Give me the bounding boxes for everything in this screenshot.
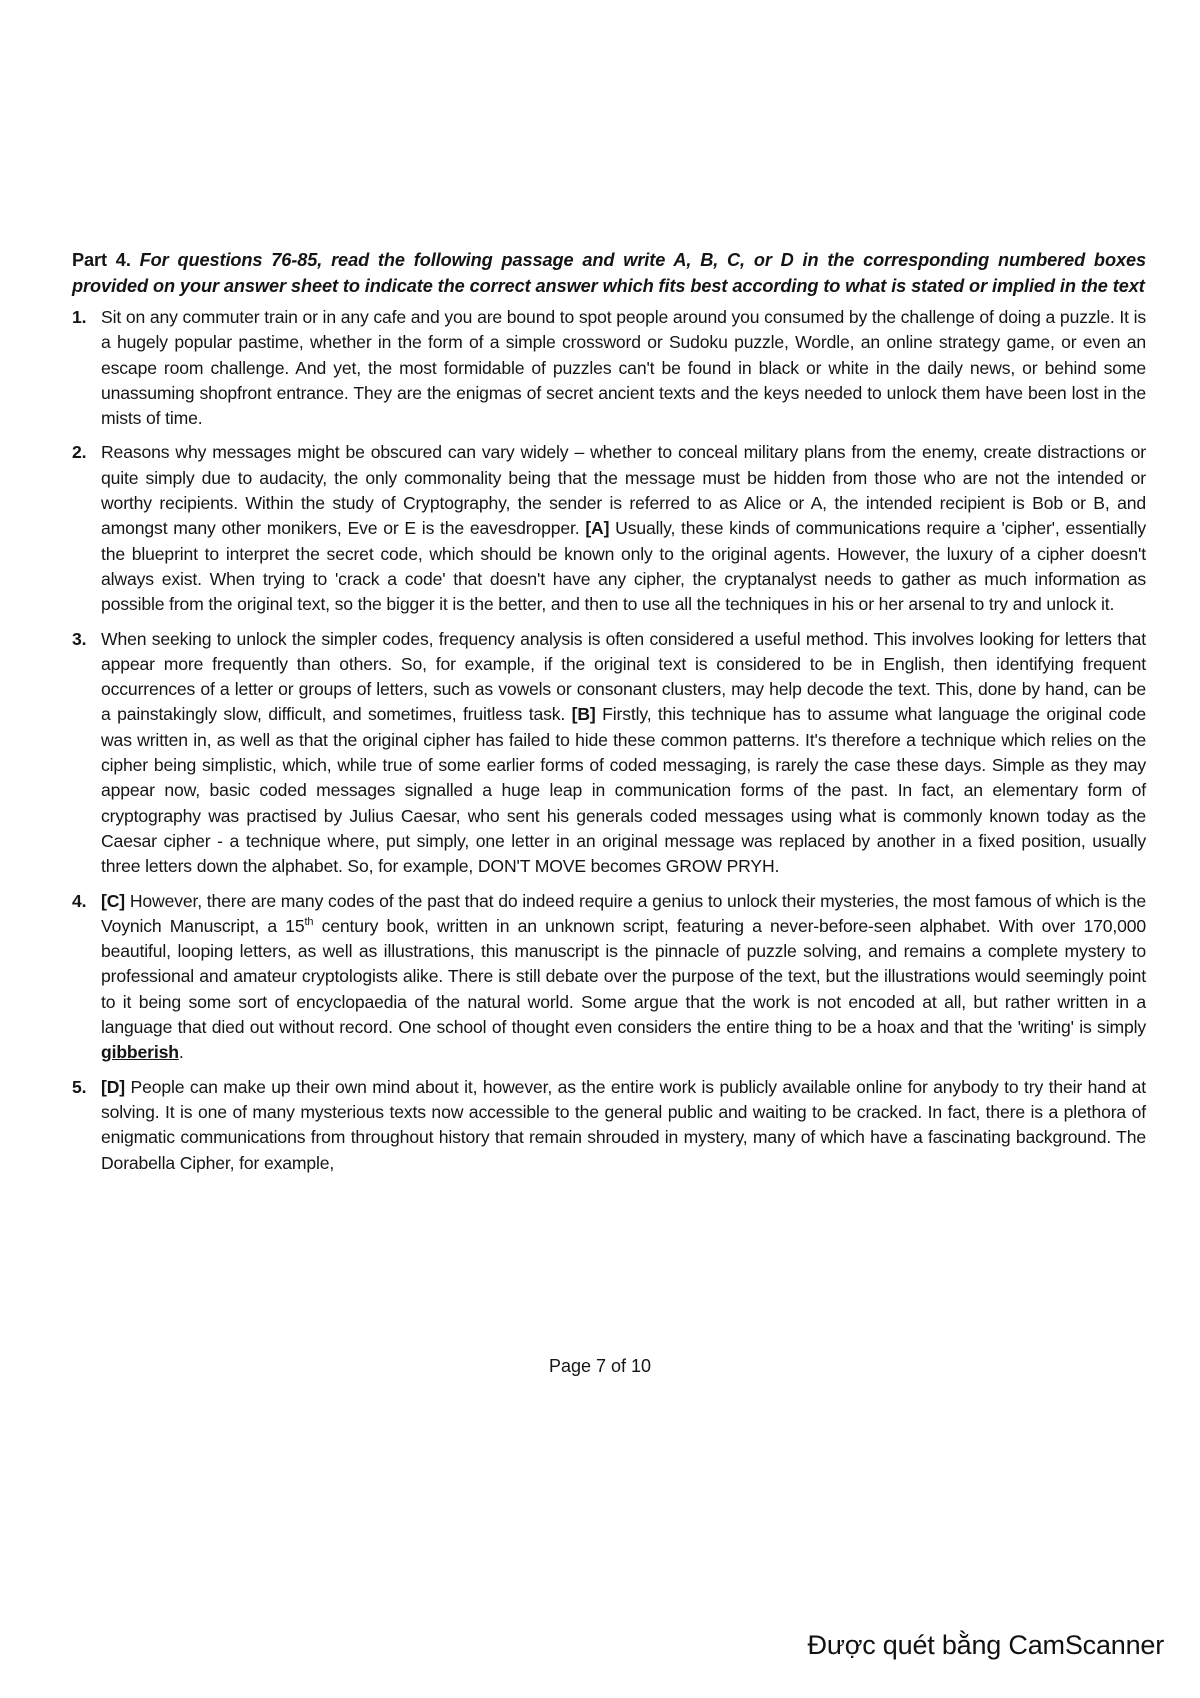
part-label: Part 4.: [72, 250, 131, 270]
paragraph-text-after: Usually, these kinds of communications require a 'cipher', essentially the blueprint to interpret the secret code, which should be known only to the original agents. However, the luxury of a cipher doesn't always exist. When trying to 'crack a code' that doesn't have any cipher, the cryptanalyst needs to gather as much information as possible from the original text, so the bigger it is the better, and then to use all the techniques in his or her arsenal to try and unlock it.: [101, 518, 1146, 615]
paragraph-text-c: .: [178, 1042, 184, 1063]
part-instructions: [72, 248, 1146, 299]
paragraph-5: [72, 1075, 1146, 1176]
paragraph-number: 5.: [72, 1076, 87, 1097]
paragraph-number: 2.: [72, 442, 87, 463]
paragraph-list: [72, 305, 1146, 1176]
paragraph-4: [72, 889, 1146, 1066]
paragraph-text-before: When seeking to unlock the simpler codes, frequency analysis is often considered a useful method. This involves looking for letters that appear more frequently than others. So, for example, if the original text is considered to be in English, then identifying frequent occurrences of a letter or groups of letters, such as vowels or consonant clusters, may help decode the text. This, done by hand, can be a painstakingly slow, difficult, and sometimes, fruitless task.: [101, 628, 1146, 725]
paragraph-number: 1.: [72, 307, 87, 327]
underlined-word: gibberish: [101, 1042, 179, 1063]
paragraph-2: [72, 440, 1146, 617]
page-number: Page 7 of 10: [548, 1356, 652, 1376]
scanner-watermark: Được quét bằng CamScanner: [807, 1630, 1164, 1660]
gap-marker-c: [C]: [101, 890, 125, 911]
passage-content: [72, 248, 1146, 1185]
paragraph-number: 3.: [72, 628, 87, 649]
gap-marker-a: [A]: [585, 518, 610, 539]
paragraph-text-before: Reasons why messages might be obscured can vary widely – whether to conceal military plans from the enemy, create distractions or quite simply due to audacity, the only commonality being that the message must be hidden from those who are not the intended or worthy recipients. Within the study of Cryptography, the sender is referred to as Alice or A, the intended recipient is Bob or B, and amongst many other monikers, Eve or E is the eavesdropper.: [101, 442, 1146, 539]
paragraph-text: Sit on any commuter train or in any cafe and you are bound to spot people around you consumed by the challenge of doing a puzzle. It is a hugely popular pastime, whether in the form of a simple crossword or Sudoku puzzle, Wordle, an online strategy game, or even an escape room challenge. And yet, the most formidable of puzzles can't be found in black or white in the daily news, or behind some unassuming shopfront entrance. They are the enigmas of secret ancient texts and the keys needed to unlock them have been lost in the mists of time.: [101, 307, 1146, 429]
paragraph-3: [72, 627, 1146, 880]
instructions-text: For questions 76-85, read the following passage and write A, B, C, or D in the corresponding numbered boxes provided on your answer sheet to indicate the correct answer which fits best according to what is stated or implied in the text: [72, 250, 1146, 296]
paragraph-1: [72, 305, 1146, 431]
paragraph-text-a: However, there are many codes of the past that do indeed require a genius to unlock their mysteries, the most famous of which is the Voynich Manuscript, a 15: [101, 890, 1146, 936]
paragraph-number: 4.: [72, 890, 87, 911]
gap-marker-b: [B]: [571, 704, 596, 725]
paragraph-text-after: Firstly, this technique has to assume what language the original code was written in, as well as that the original cipher has failed to hide these common patterns. It's therefore a technique which relies on the cipher being simplistic, which, while true of some earlier forms of coded messaging, is rarely the case these days. Simple as they may appear now, basic coded messages signalled a huge leap in communication forms of the past. In fact, an elementary form of cryptography was practised by Julius Caesar, who sent his generals coded messages using what is commonly known today as the Caesar cipher - a technique where, put simply, one letter in an original message was replaced by another in a fixed position, usually three letters down the alphabet. So, for example, DON'T MOVE becomes GROW PRYH.: [101, 704, 1147, 877]
gap-marker-d: [D]: [101, 1076, 125, 1097]
paragraph-text: People can make up their own mind about it, however, as the entire work is publicly available online for anybody to try their hand at solving. It is one of many mysterious texts now accessible to the general public and waiting to be cracked. In fact, there is a plethora of enigmatic communications from throughout history that remain shrouded in mystery, many of which have a fascinating background. The Dorabella Cipher, for example,: [101, 1076, 1146, 1173]
paragraph-text-b: century book, written in an unknown script, featuring a never-before-seen alphabet. With over 170,000 beautiful, looping letters, as well as illustrations, this manuscript is the pinnacle of puzzle solving, and remains a complete mystery to professional and amateur cryptologists alike. There is still debate over the purpose of the text, but the illustrations would seemingly point to it being some sort of encyclopaedia of the natural world. Some argue that the work is not encoded at all, but rather written in a language that died out without record. One school of thought even considers the entire thing to be a hoax and that the 'writing' is simply: [101, 915, 1146, 1038]
ordinal-superscript: th: [304, 915, 314, 928]
